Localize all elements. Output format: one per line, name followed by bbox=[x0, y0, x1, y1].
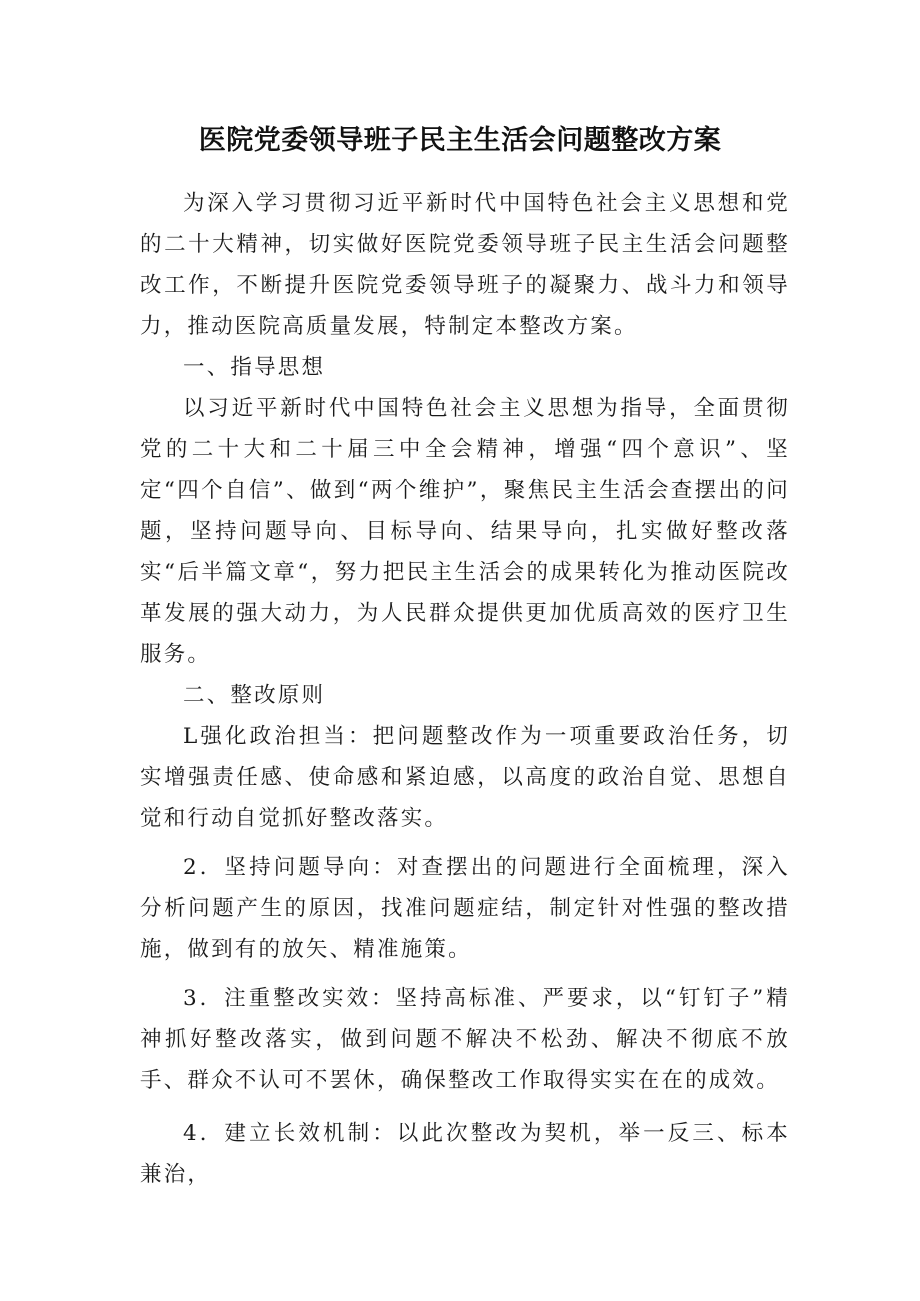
principle-item: 3．注重整改实效：坚持高标准、严要求，以“钉钉子”精神抓好整改落实，做到问题不解决不松劲、解决不彻底不放手、群众不认可不罢休，确保整改工作取得实实在在的成效。 bbox=[140, 986, 790, 1093]
document-title: 医院党委领导班子民主生活会问题整改方案 bbox=[198, 125, 722, 156]
section-heading-principles: 二、整改原则 bbox=[183, 683, 326, 708]
intro-paragraph: 为深入学习贯彻习近平新时代中国特色社会主义思想和党的二十大精神，切实做好医院党委领导班子民主生活会问题整改工作，不断提升医院党委领导班子的凝聚力、战斗力和领导力，推动医院高质量发展，特制定本整改方案。 bbox=[140, 191, 790, 339]
guiding-ideology-paragraph: 以习近平新时代中国特色社会主义思想为指导，全面贯彻党的二十大和二十届三中全会精神，增强“四个意识”、坚定“四个自信”、做到“两个维护”，聚焦民主生活会查摆出的问题，坚持问题导向、目标导向、结果导向，扎实做好整改落实“后半篇文章“，努力把民主生活会的成果转化为推动医院改革发展的强大动力，为人民群众提供更加优质高效的医疗卫生服务。 bbox=[140, 396, 790, 667]
document-body bbox=[140, 183, 790, 1195]
section-heading-guiding-ideology: 一、指导思想 bbox=[183, 355, 326, 380]
principle-item: L强化政治担当：把问题整改作为一项重要政治任务，切实增强责任感、使命感和紧迫感，以高度的政治自觉、思想自觉和行动自觉抓好整改落实。 bbox=[140, 724, 790, 831]
principle-item: 4．建立长效机制：以此次整改为契机，举一反三、标本兼治， bbox=[140, 1121, 790, 1187]
principle-item: 2．坚持问题导向：对查摆出的问题进行全面梳理，深入分析问题产生的原因，找准问题症结，制定针对性强的整改措施，做到有的放矢、精准施策。 bbox=[140, 855, 790, 962]
